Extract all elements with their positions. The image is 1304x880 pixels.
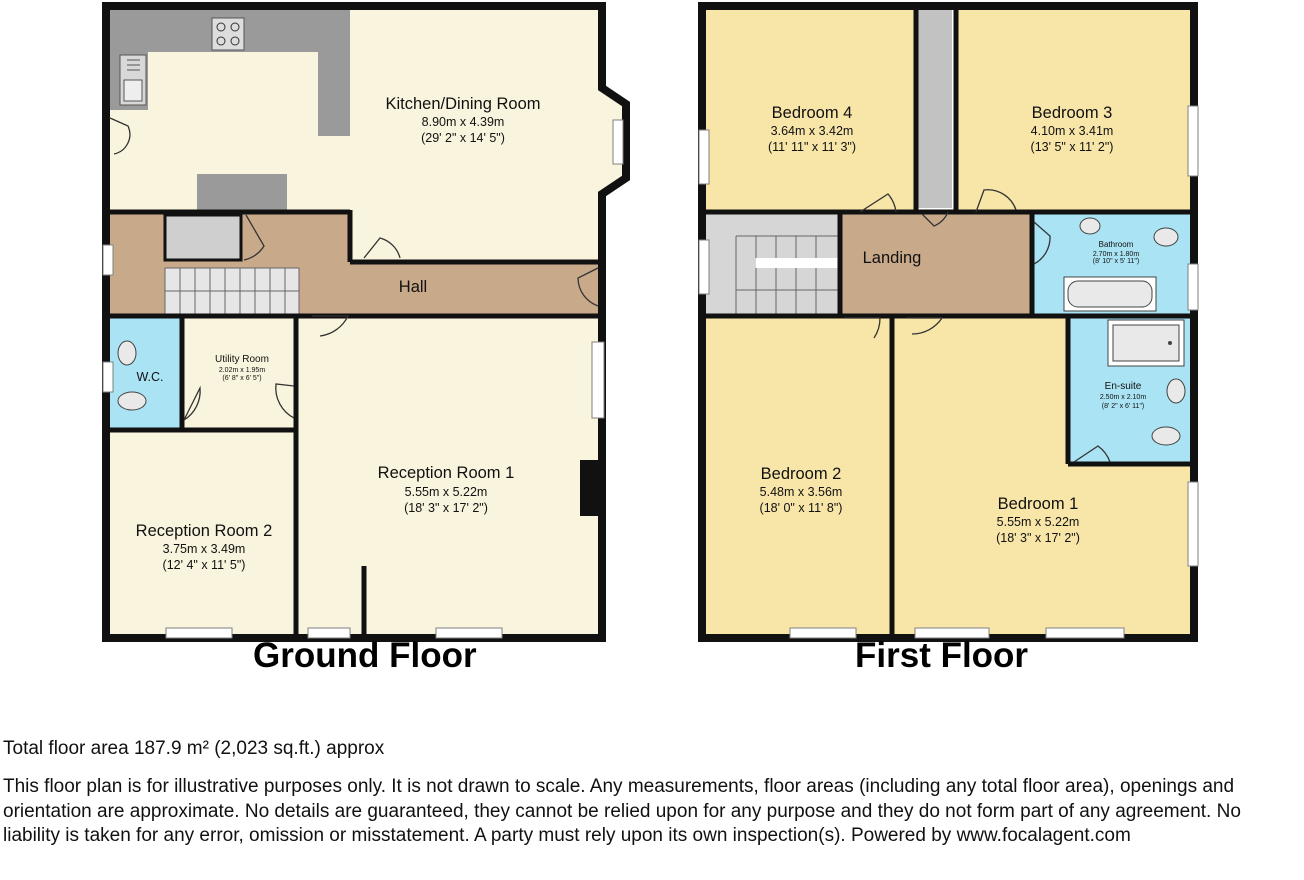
kitchen-name: Kitchen/Dining Room xyxy=(385,95,541,113)
ground-floor-title: Ground Floor xyxy=(253,636,477,675)
reception-room-2-imperial: (12' 4" x 11' 5") xyxy=(162,558,246,572)
reception-room-2-name: Reception Room 2 xyxy=(135,522,273,540)
hob-icon xyxy=(212,18,244,50)
bedroom-3-name: Bedroom 3 xyxy=(1031,104,1113,122)
bedroom-2-imperial: (18' 0" x 11' 8") xyxy=(759,501,843,515)
hall-name: Hall xyxy=(398,278,428,296)
reception-room-1-metric: 5.55m x 5.22m xyxy=(404,485,488,499)
bedroom-1-name: Bedroom 1 xyxy=(997,495,1079,513)
first-floor-chimney xyxy=(918,10,952,208)
ensuite-metric: 2.50m x 2.10m xyxy=(1099,394,1147,401)
kitchen-metric: 8.90m x 4.39m xyxy=(421,115,505,129)
bathroom-metric: 2.70m x 1.80m xyxy=(1092,251,1140,258)
bathroom-imperial: (8' 10" x 5' 11") xyxy=(1092,258,1140,265)
ground-floor-plan xyxy=(103,6,626,638)
reception-room-1-imperial: (18' 3" x 17' 2") xyxy=(404,501,488,515)
chimney-breast xyxy=(580,460,598,516)
bedroom-2-metric: 5.48m x 3.56m xyxy=(759,485,843,499)
total-floor-area: Total floor area 187.9 m² (2,023 sq.ft.) approx xyxy=(3,738,385,759)
bath-icon xyxy=(1064,277,1156,311)
first-floor-title: First Floor xyxy=(855,636,1029,675)
ground-stairs xyxy=(165,268,299,314)
kitchen-sink-icon xyxy=(120,55,146,105)
first-floor-plan xyxy=(699,6,1198,638)
bathroom-name: Bathroom xyxy=(1098,240,1134,249)
bedroom-1-imperial: (18' 3" x 17' 2") xyxy=(996,531,1080,545)
bedroom-3-metric: 4.10m x 3.41m xyxy=(1030,124,1114,138)
utility-metric: 2.02m x 1.95m xyxy=(218,367,266,374)
ensuite-name: En-suite xyxy=(1104,381,1142,392)
understairs-cupboard xyxy=(165,215,241,260)
reception-room-2-metric: 3.75m x 3.49m xyxy=(162,542,246,556)
bedroom-4-imperial: (11' 11" x 11' 3") xyxy=(768,140,856,154)
ensuite-imperial: (8' 2" x 6' 11") xyxy=(1101,403,1145,410)
reception-room-1-name: Reception Room 1 xyxy=(377,464,515,482)
bedroom-2-name: Bedroom 2 xyxy=(760,465,842,483)
bedroom-4-name: Bedroom 4 xyxy=(771,104,853,122)
utility-name: Utility Room xyxy=(215,354,269,365)
landing-name: Landing xyxy=(862,249,922,267)
bedroom-4-metric: 3.64m x 3.42m xyxy=(770,124,854,138)
bedroom-1-metric: 5.55m x 5.22m xyxy=(996,515,1080,529)
shower-tray-icon xyxy=(1108,320,1184,366)
bedroom-3-imperial: (13' 5" x 11' 2") xyxy=(1030,140,1114,154)
disclaimer-text: This floor plan is for illustrative purposes only. It is not drawn to scale. Any measurements, floor areas (including any total floor area), openings and orientation are approximate. No details are guaranteed, they cannot be relied upon for any purpose and they do not form part of any agreement. No liability is taken for any error, omission or misstatement. A party must rely upon its own inspection(s). Powered by www.focalagent.com xyxy=(3,776,1241,846)
kitchen-imperial: (29' 2" x 14' 5") xyxy=(421,131,505,145)
utility-imperial: (6' 8" x 6' 5") xyxy=(222,375,262,382)
wc-name: W.C. xyxy=(136,370,164,384)
